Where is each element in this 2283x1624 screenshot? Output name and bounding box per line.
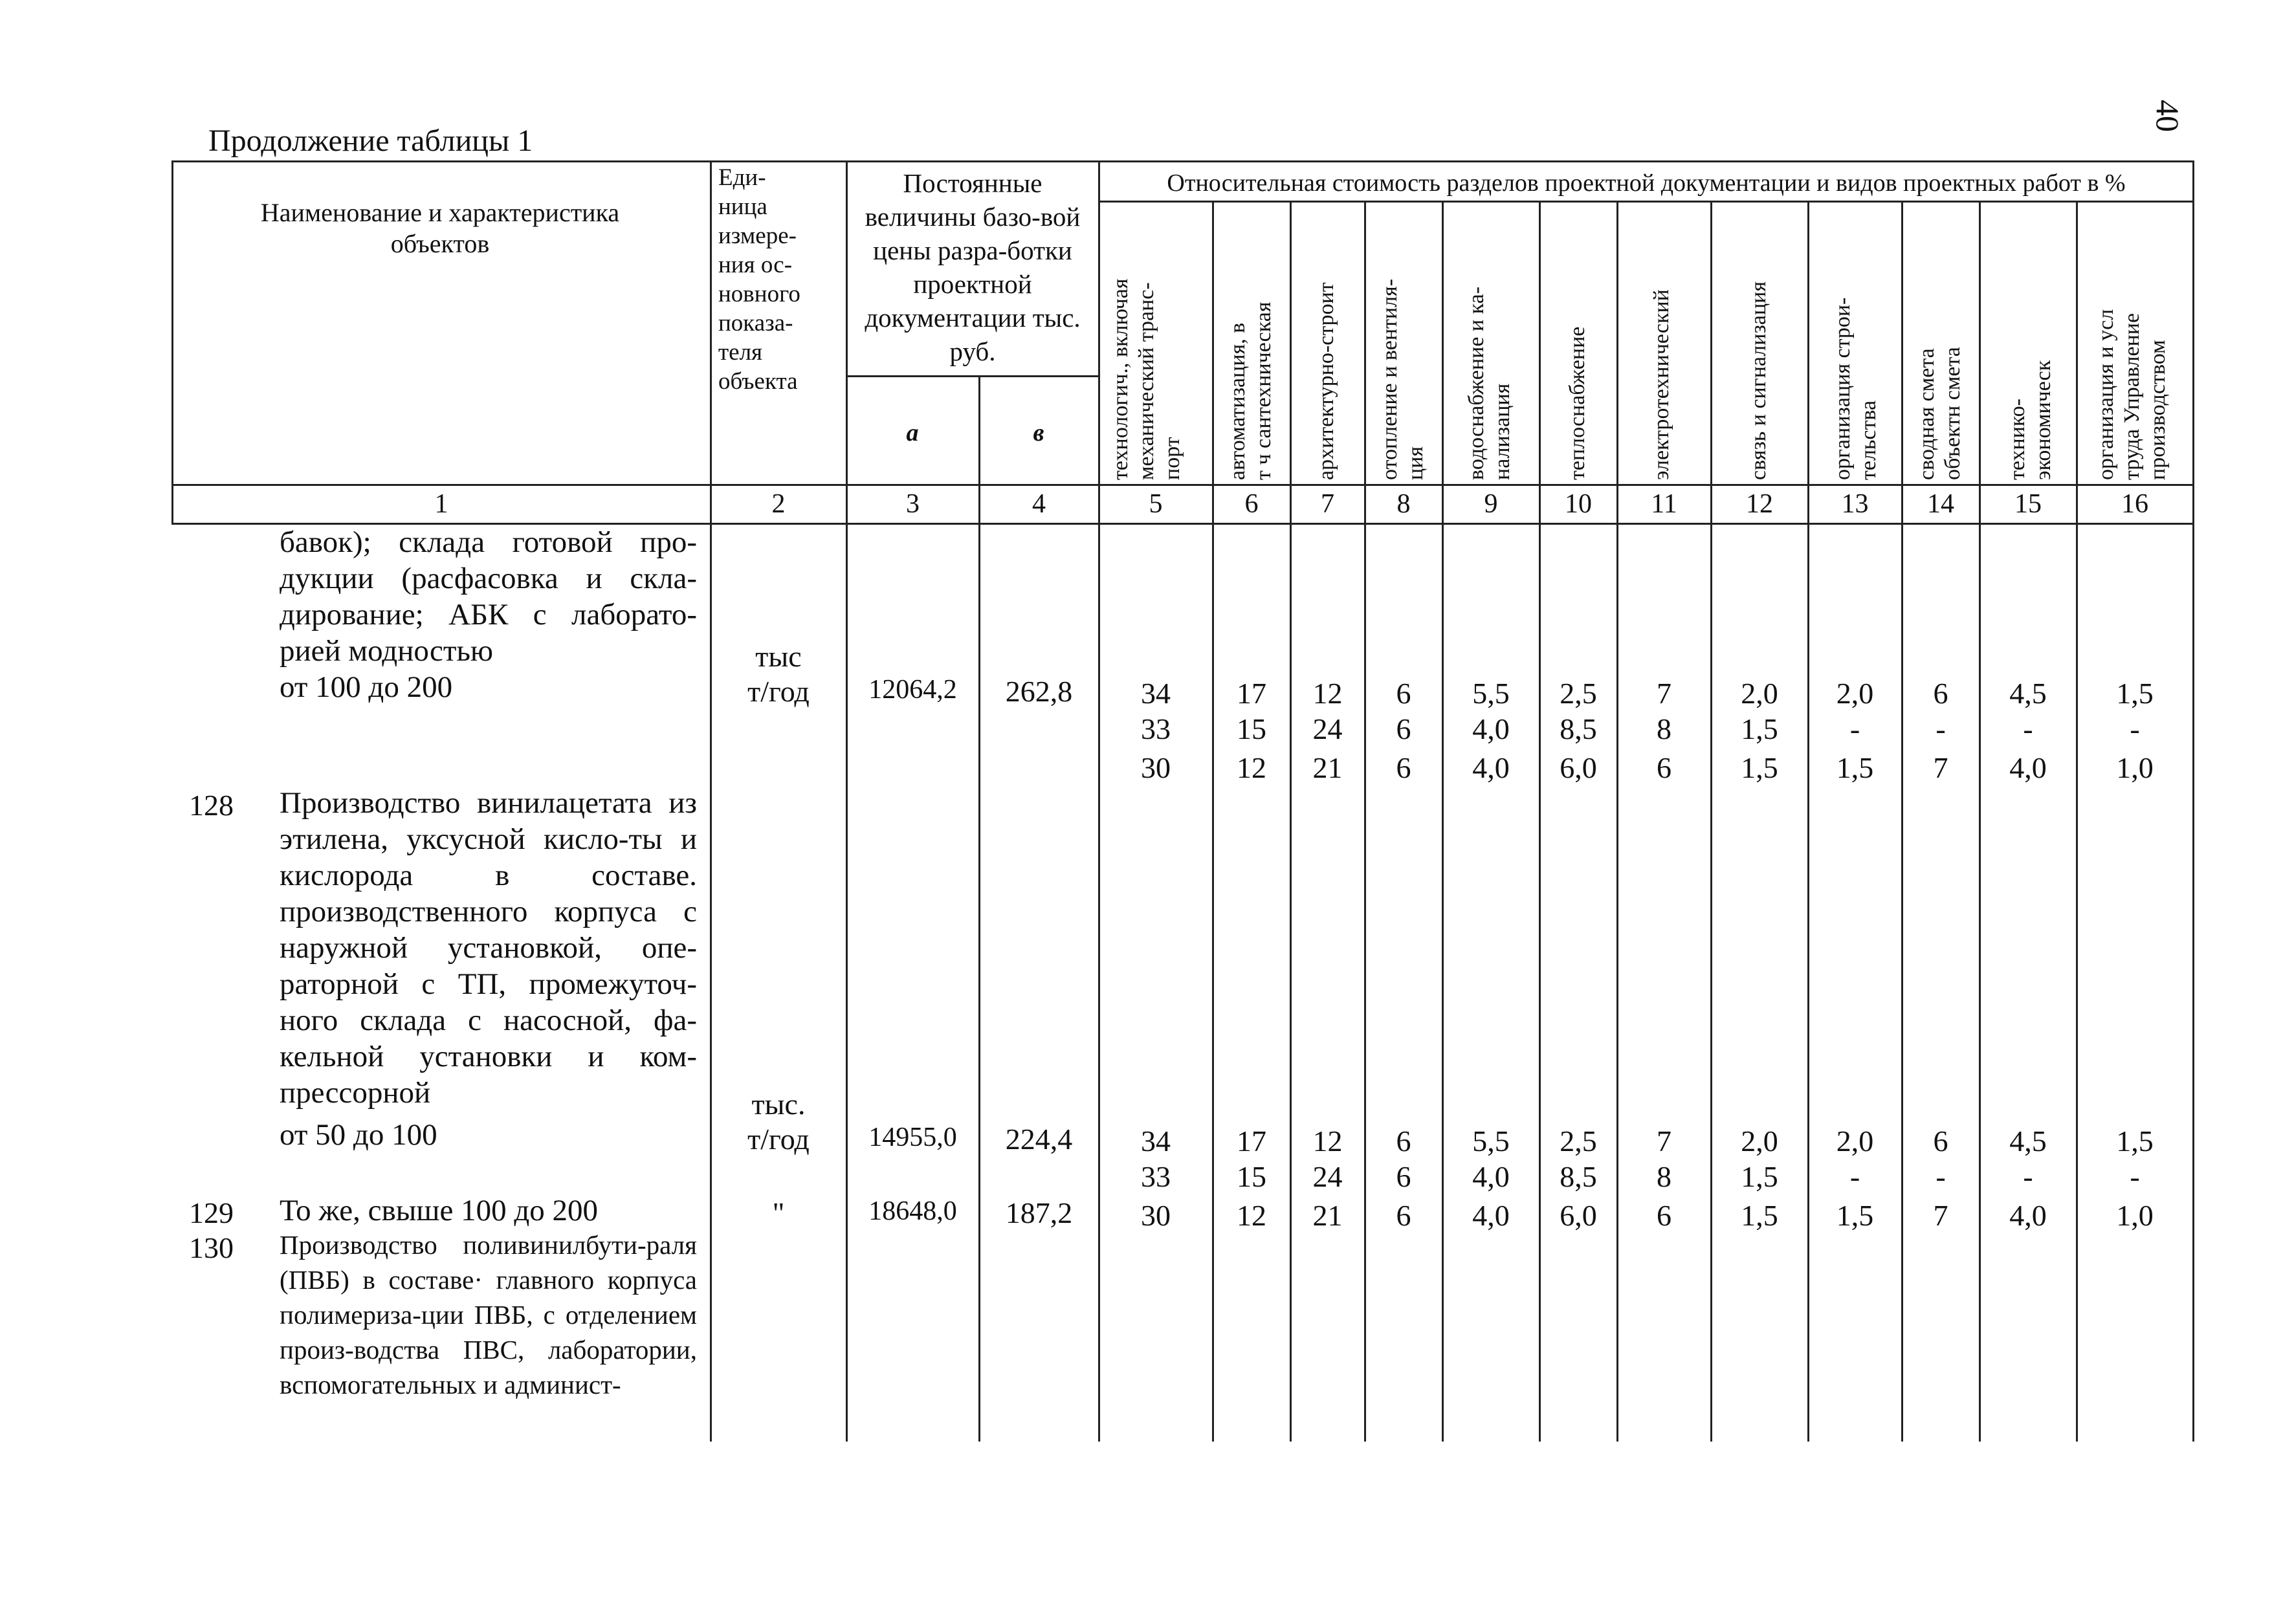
section-tech-economic: технико- экономическ — [2005, 360, 2055, 480]
column-number: 11 — [1651, 489, 1677, 519]
row-const-b: 187,2 — [1005, 1196, 1073, 1229]
cell-value: 21 — [1312, 1199, 1343, 1232]
row-range: от 100 до 200 — [280, 670, 453, 704]
cell-value: 15 — [1237, 712, 1266, 745]
row-number: 128 — [189, 789, 234, 822]
cell-value: 5,5 — [1472, 1125, 1510, 1158]
section-heat-supply: теплоснабжение — [1565, 326, 1589, 480]
cell-value: 8 — [1657, 712, 1671, 745]
cell-value: 6 — [1933, 1125, 1948, 1158]
cell-value: 4,5 — [2009, 1125, 2047, 1158]
cell-value: 6 — [1933, 677, 1948, 710]
cell-value: 4,0 — [2009, 1199, 2047, 1232]
cell-value: 34 — [1141, 677, 1171, 710]
cell-value: 12 — [1312, 677, 1343, 710]
cell-value: 2,0 — [1836, 677, 1874, 710]
cell-value: 6 — [1396, 677, 1411, 710]
cell-value: 17 — [1237, 1125, 1266, 1158]
cell-value: 21 — [1312, 751, 1343, 784]
cell-value: 6 — [1657, 751, 1671, 784]
cell-value: 6 — [1396, 712, 1411, 745]
cell-value: 6 — [1396, 1199, 1411, 1232]
cell-value: 1,5 — [1836, 751, 1874, 784]
table-continuation-caption: Продолжение таблицы 1 — [208, 124, 533, 158]
cell-value: 1,5 — [2116, 1125, 2154, 1158]
row-description: Производство поливинилбути-раля (ПВБ) в составе· главного корпуса полимериза-ции ПВБ, с отделением произ-водства ПВС, лаборатории, вспомогательных и админист- — [280, 1230, 697, 1399]
cell-value: 8,5 — [1560, 712, 1597, 745]
row-const-b: 224,4 — [1005, 1123, 1073, 1156]
column-number: 7 — [1321, 489, 1334, 519]
cell-value: 1,5 — [1836, 1199, 1874, 1232]
cell-value: 6 — [1396, 1160, 1411, 1193]
section-communication: связь и сигнализация — [1747, 281, 1770, 480]
cell-value: 7 — [1933, 1199, 1948, 1232]
row-unit: " — [772, 1196, 785, 1229]
cell-value: 6,0 — [1560, 1199, 1597, 1232]
cell-value: 6 — [1396, 751, 1411, 784]
row-const-a: 14955,0 — [868, 1123, 957, 1152]
cell-value: - — [1936, 1160, 1946, 1193]
cell-value: - — [1936, 712, 1946, 745]
cell-value: 4,0 — [1472, 712, 1510, 745]
cell-value: 1,0 — [2116, 751, 2154, 784]
header-const-a: а — [906, 419, 919, 446]
section-construction-org: организация строи- тельства — [1831, 297, 1880, 480]
cell-value: 4,0 — [2009, 751, 2047, 784]
cell-value: 24 — [1312, 712, 1343, 745]
cell-value: 17 — [1237, 677, 1266, 710]
cell-value: 12 — [1312, 1125, 1343, 1158]
cell-value: 7 — [1933, 751, 1948, 784]
cell-value: 1,5 — [1741, 1199, 1778, 1232]
cell-value: 6 — [1396, 1125, 1411, 1158]
column-number: 16 — [2121, 489, 2148, 519]
header-constants: Постоянные величины базо-вой цены разра-ботки проектной документации тыс. руб. — [865, 168, 1081, 366]
cell-value: - — [2023, 712, 2033, 745]
cell-value: 1,5 — [1741, 712, 1778, 745]
cell-value: 1,5 — [1741, 1160, 1778, 1193]
row-range: от 50 до 100 — [280, 1118, 437, 1152]
section-electrical: электротехнический — [1649, 289, 1673, 480]
row-unit: тыс — [755, 640, 802, 673]
cell-value: - — [2023, 1160, 2033, 1193]
cell-value: 4,0 — [1472, 751, 1510, 784]
section-water: водоснабжение и ка- нализация — [1464, 286, 1514, 480]
cell-value: 24 — [1312, 1160, 1343, 1193]
row-number: 130 — [189, 1231, 234, 1264]
header-const-b: в — [1033, 419, 1044, 446]
section-architecture: архитектурно-строит — [1314, 282, 1338, 480]
row-unit: т/год — [747, 1123, 810, 1156]
cell-value: 5,5 — [1472, 677, 1510, 710]
cell-value: 7 — [1657, 1125, 1671, 1158]
row-description: бавок); склада готовой про-дукции (расфасовка и скла-дирование; АБК с лаборато-рией модностью — [280, 525, 697, 668]
cell-value: 2,0 — [1836, 1125, 1874, 1158]
row-description: То же, свыше 100 до 200 — [280, 1194, 598, 1227]
cell-value: 30 — [1141, 1199, 1171, 1232]
section-heating: отопление и вентиля- ция — [1378, 278, 1428, 480]
cell-value: 7 — [1657, 677, 1671, 710]
cell-value: 4,0 — [1472, 1160, 1510, 1193]
column-number: 3 — [906, 489, 920, 519]
cell-value: 8,5 — [1560, 1160, 1597, 1193]
cell-value: 15 — [1237, 1160, 1266, 1193]
column-number: 8 — [1396, 489, 1411, 519]
cell-value: - — [2130, 1160, 2140, 1193]
cell-value: 8 — [1657, 1160, 1671, 1193]
header-unit: Еди- ница измере- ния ос- новного показа- теля объекта — [718, 164, 800, 395]
cell-value: 1,5 — [2116, 677, 2154, 710]
column-number: 14 — [1927, 489, 1954, 519]
cell-value: 33 — [1141, 1160, 1171, 1193]
cell-value: 4,0 — [1472, 1199, 1510, 1232]
cell-value: - — [1849, 1160, 1860, 1193]
page-number: 40 — [2150, 100, 2186, 132]
column-number: 6 — [1244, 489, 1259, 519]
cell-value: 12 — [1237, 751, 1266, 784]
cell-value: 6 — [1657, 1199, 1671, 1232]
cell-value: 1,0 — [2116, 1199, 2154, 1232]
cell-value: 2,0 — [1741, 677, 1778, 710]
cell-value: 12 — [1237, 1199, 1266, 1232]
column-number: 9 — [1484, 489, 1498, 519]
cell-value: 30 — [1141, 751, 1171, 784]
cell-value: 2,5 — [1560, 677, 1597, 710]
row-description: Производство винилацетата из этилена, уксусной кисло-ты и кислорода в составе. производственного корпуса с наружной установкой, опе-раторной с ТП, промежуточ-ного склада с насосной, фа-кельной установки и ком-прессорной — [280, 786, 697, 1110]
cell-value: 2,5 — [1560, 1125, 1597, 1158]
cell-value: 4,5 — [2009, 677, 2047, 710]
column-number: 4 — [1032, 489, 1046, 519]
section-automation: автоматизация, в т ч сантехническая — [1226, 302, 1275, 480]
cell-value: - — [1849, 712, 1860, 745]
column-number: 15 — [2014, 489, 2042, 519]
row-number: 129 — [189, 1196, 234, 1229]
row-unit: тыс. — [751, 1088, 806, 1121]
column-number: 10 — [1565, 489, 1592, 519]
column-number: 5 — [1149, 489, 1163, 519]
cell-value: - — [2130, 712, 2140, 745]
section-labor-management: организация и усл труда Управление производством — [2094, 309, 2170, 480]
row-unit: т/год — [747, 675, 810, 708]
cell-value: 2,0 — [1741, 1125, 1778, 1158]
column-number: 13 — [1841, 489, 1869, 519]
column-number: 12 — [1746, 489, 1773, 519]
cell-value: 33 — [1141, 712, 1171, 745]
cell-value: 34 — [1141, 1125, 1171, 1158]
row-const-b: 262,8 — [1005, 675, 1073, 708]
section-estimate: сводная смета объектн смета — [1915, 347, 1965, 480]
column-number: 1 — [434, 489, 448, 519]
header-relative-cost: Относительная стоимость разделов проектной документации и видов проектных работ в % — [1167, 170, 2126, 197]
cell-value: 6,0 — [1560, 751, 1597, 784]
row-const-a: 12064,2 — [868, 675, 957, 705]
header-name: Наименование и характеристика объектов — [260, 198, 620, 258]
row-const-a: 18648,0 — [868, 1196, 957, 1226]
section-technology: технологич., включая механический транс- порт — [1108, 278, 1184, 480]
cell-value: 1,5 — [1741, 751, 1778, 784]
column-number: 2 — [771, 489, 786, 519]
